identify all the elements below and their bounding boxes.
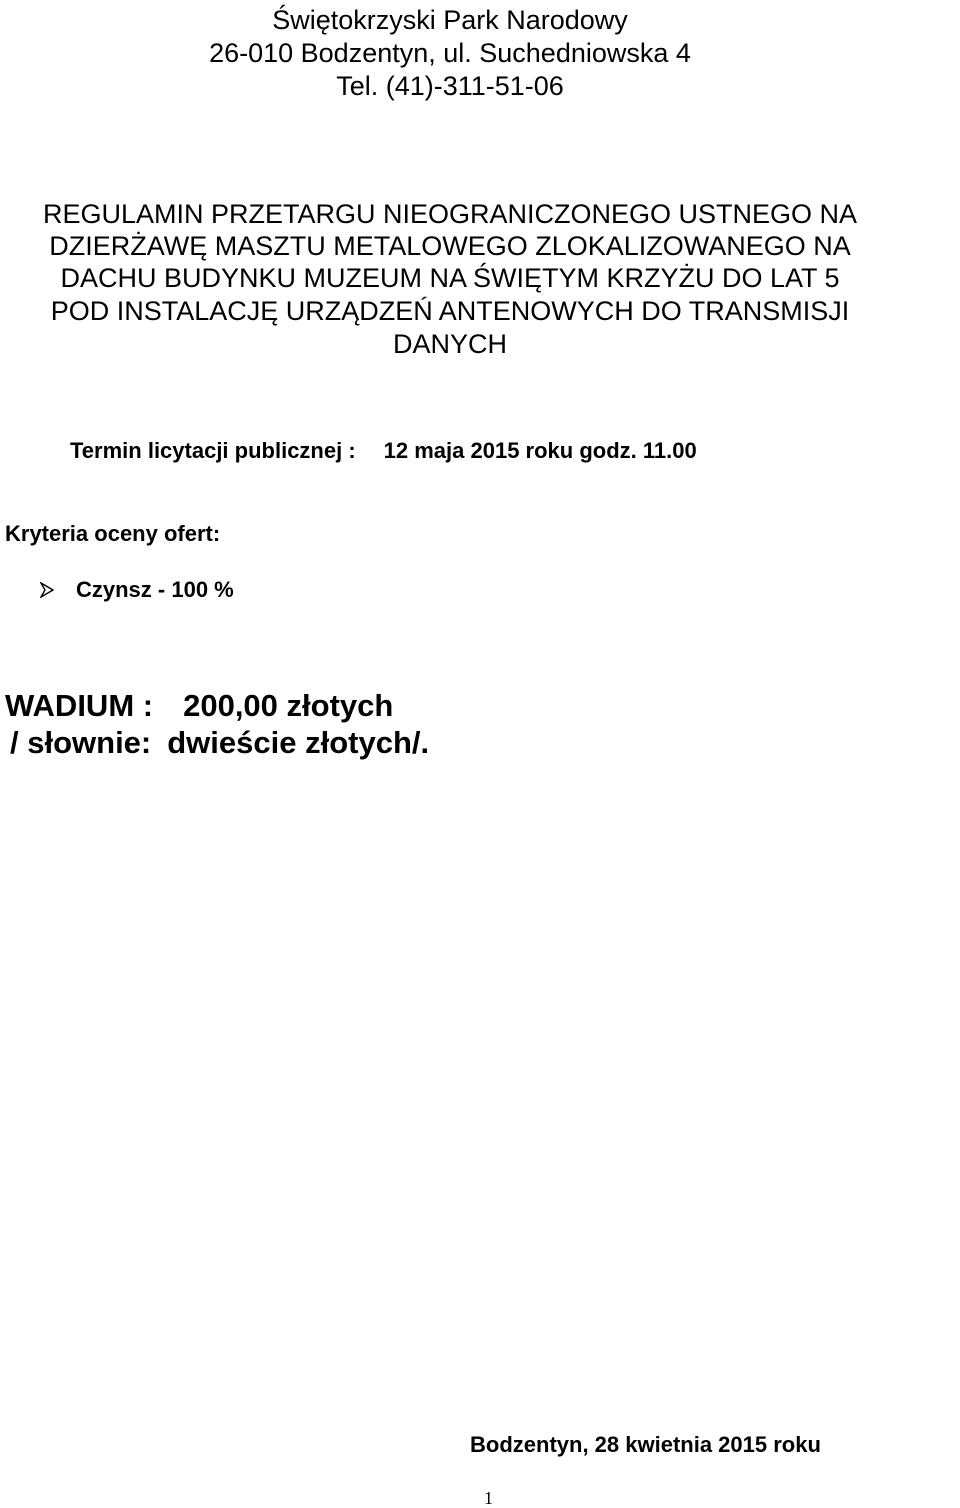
document-title-line-4: POD INSTALACJĘ URZĄDZEŃ ANTENOWYCH DO TRANSMISJI (50, 296, 850, 326)
deposit-words-value: dwieście złotych/. (167, 725, 430, 760)
criteria-item-text: Czynsz - 100 % (76, 577, 234, 602)
deposit-words-row (10, 725, 429, 761)
document-title-line-3: DACHU BUDYNKU MUZEUM NA ŚWIĘTYM KRZYŻU DO LAT 5 (60, 263, 840, 293)
arrowhead-bullet-icon (40, 582, 54, 598)
document-title-line-2: DZIERŻAWĘ MASZTU METALOWEGO ZLOKALIZOWANEGO NA (49, 231, 851, 261)
auction-date-value: 12 maja 2015 roku godz. 11.00 (383, 438, 697, 463)
document-title-line-1: REGULAMIN PRZETARGU NIEOGRANICZONEGO USTNEGO NA (42, 199, 858, 229)
institution-address: 26-010 Bodzentyn, ul. Suchedniowska 4 (209, 38, 691, 68)
institution-phone: Tel. (41)-311-51-06 (336, 71, 564, 101)
criteria-heading: Kryteria oceny ofert: (5, 521, 221, 546)
deposit-words-label: / słownie: (10, 725, 152, 760)
criteria-item (40, 577, 234, 603)
document-title-line-5: DANYCH (392, 329, 507, 359)
deposit-value: 200,00 złotych (183, 688, 394, 723)
auction-date-row (70, 438, 697, 464)
deposit-label: WADIUM : (5, 688, 154, 723)
place-and-date: Bodzentyn, 28 kwietnia 2015 roku (470, 1432, 821, 1457)
page-number: 1 (484, 1488, 493, 1508)
institution-name: Świętokrzyski Park Narodowy (272, 5, 628, 35)
auction-date-label: Termin licytacji publicznej : (70, 438, 356, 463)
deposit-row (5, 688, 393, 724)
